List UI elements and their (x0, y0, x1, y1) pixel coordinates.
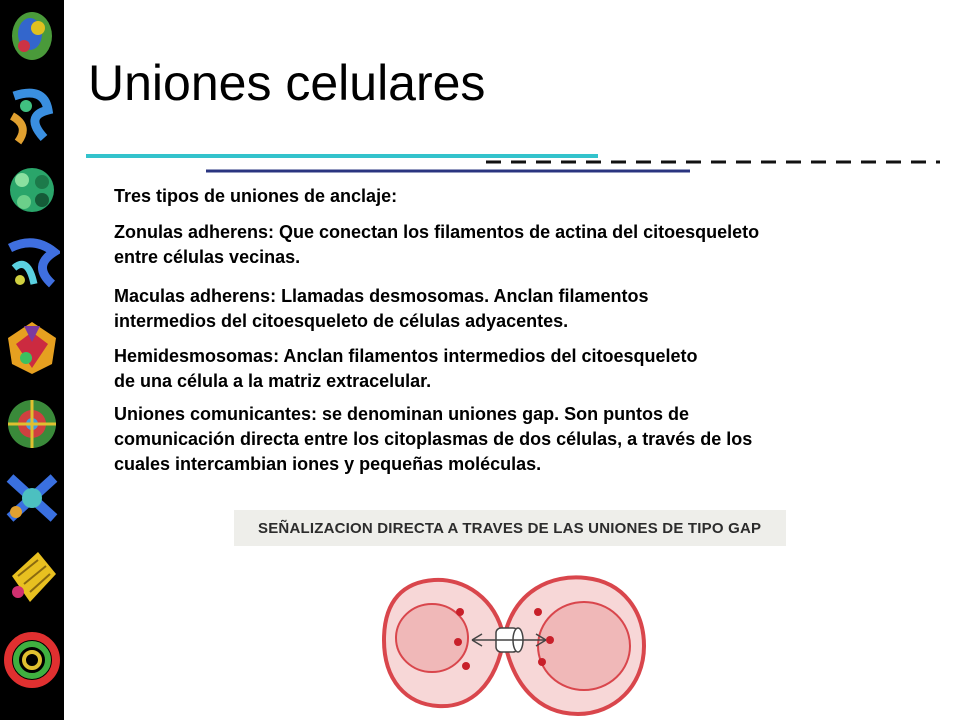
protein-structure-icon (4, 6, 60, 66)
protein-structure-icon (4, 630, 60, 690)
figure-title: SEÑALIZACION DIRECTA A TRAVES DE LAS UNIONES DE TIPO GAP (258, 520, 762, 537)
cell-diagram (234, 568, 790, 720)
figure-title-banner (234, 510, 786, 546)
intro-paragraph: Tres tipos de uniones de anclaje: (114, 186, 398, 206)
protein-structure-icon (4, 86, 60, 146)
page-title: Uniones celulares (88, 55, 486, 111)
zonulas-paragraph: Zonulas adherens: Que conectan los filamentos de actina del citoesqueleto entre células vecinas. (114, 222, 760, 267)
gap-junction-figure (234, 508, 790, 720)
protein-structure-icon (4, 160, 60, 220)
gap-junctions-paragraph: Uniones comunicantes: se denominan uniones gap. Son puntos de comunicación directa entre los citoplasmas de dos células, a través de los cuales intercambian iones y pequeñas moléculas. (114, 404, 753, 474)
protein-structure-icon (4, 548, 60, 608)
protein-structure-icon (4, 394, 60, 454)
right-nucleus (538, 602, 630, 690)
protein-structure-icon (4, 318, 60, 378)
protein-structure-icon (4, 468, 60, 528)
hemidesmosomas-paragraph: Hemidesmosomas: Anclan filamentos intermedios del citoesqueleto de una célula a la matriz extracelular. (114, 346, 698, 391)
decorative-sidebar (0, 0, 64, 720)
maculas-paragraph: Maculas adherens: Llamadas desmosomas. Anclan filamentos intermedios del citoesqueleto de células adyacentes. (114, 286, 649, 331)
protein-structure-icon (4, 232, 60, 292)
